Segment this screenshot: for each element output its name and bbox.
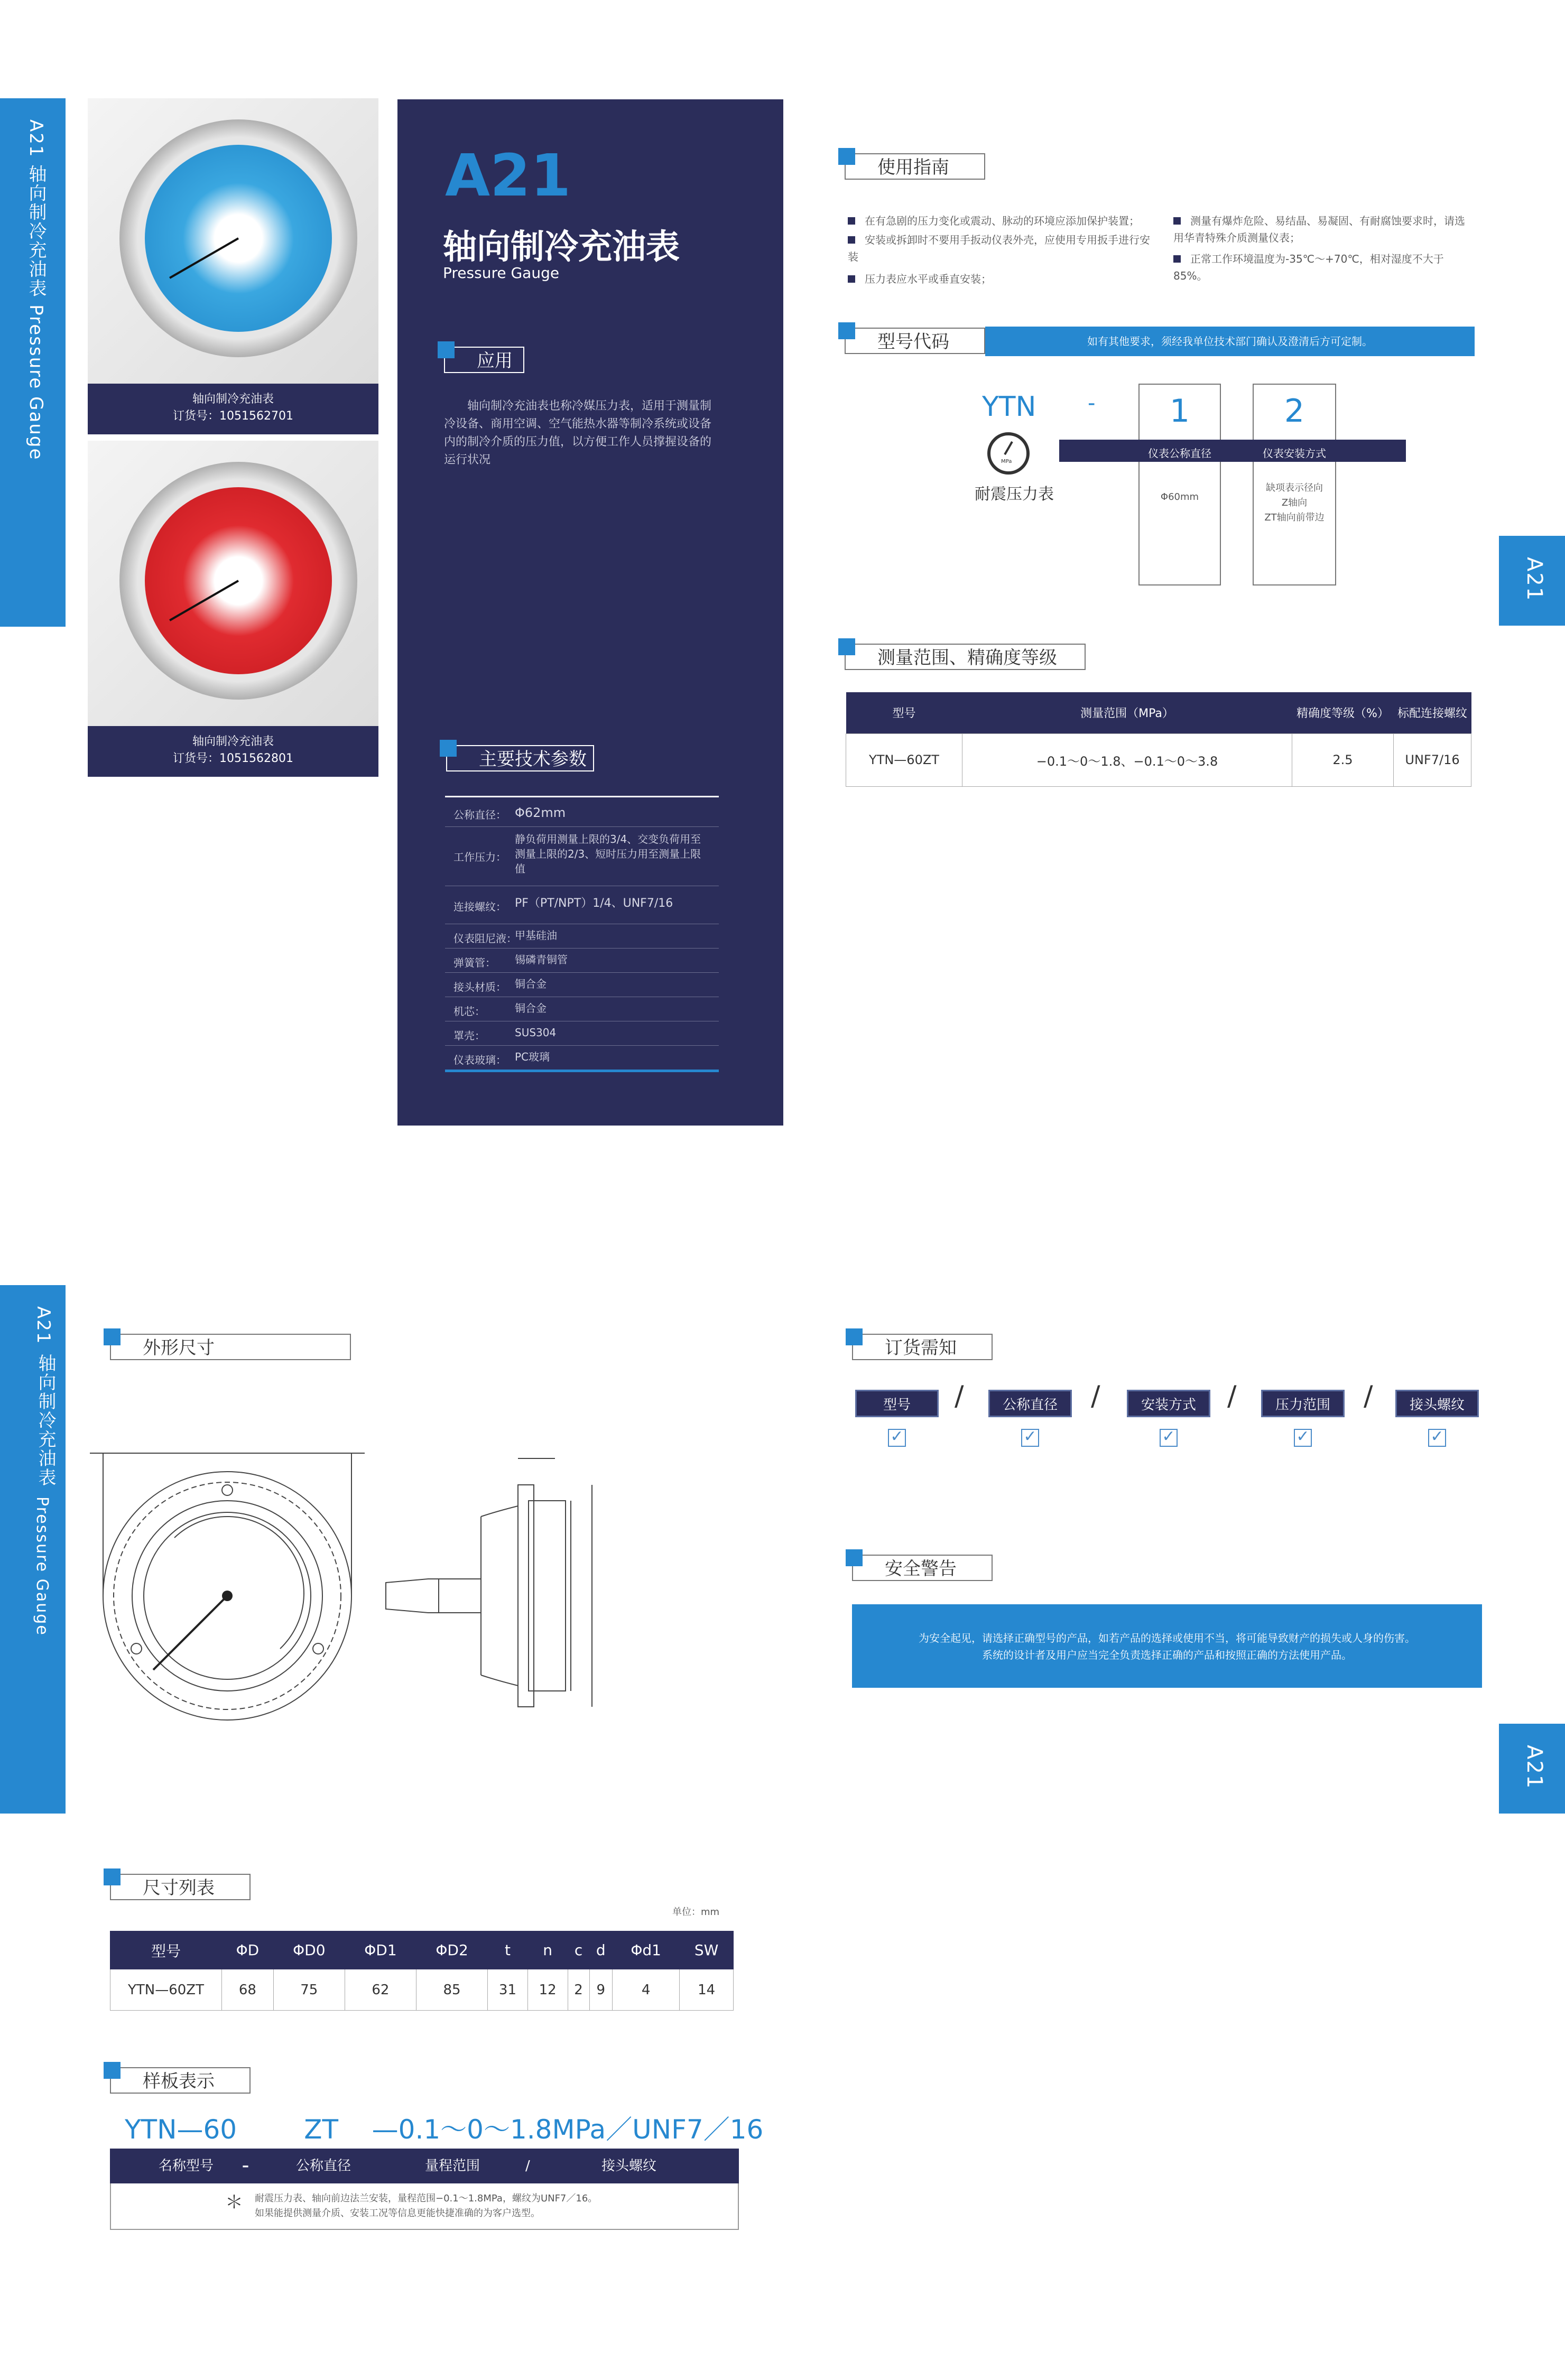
title-marker-icon bbox=[846, 1328, 863, 1345]
guide-item: 测量有爆炸危险、易结晶、易凝固、有耐腐蚀要求时，请选用华青特殊介质测量仪表； bbox=[1173, 215, 1465, 244]
sample-title-text: 样板表示 bbox=[143, 2071, 215, 2092]
table-row bbox=[846, 733, 1471, 786]
application-title bbox=[444, 347, 524, 373]
side-tab-top-left bbox=[0, 98, 66, 627]
model-label-bar bbox=[1059, 440, 1406, 462]
param-value: 静负荷用测量上限的3/4、交变负荷用至测量上限的2/3、短时压力用至测量上限值 bbox=[515, 833, 701, 875]
product-order-no: 订货号：1051562801 bbox=[173, 752, 293, 765]
dim-cell: 62 bbox=[345, 1969, 416, 2011]
guide-item: 在有急剧的压力变化或震动、脉动的环境应添加保护装置； bbox=[848, 212, 1154, 229]
param-row bbox=[445, 799, 719, 827]
range-title-text: 测量范围、精确度等级 bbox=[877, 647, 1057, 668]
guide-item: 正常工作环境温度为-35℃～+70℃，相对湿度不大于85%。 bbox=[1173, 253, 1444, 282]
order-item-thread: 接头螺纹 bbox=[1395, 1390, 1479, 1417]
param-key: 机芯： bbox=[453, 1005, 485, 1018]
model-val-box-2: 缺项表示径向 Z轴向 ZT轴向前带边 bbox=[1253, 462, 1336, 585]
side-tab-code: A21 bbox=[33, 1306, 54, 1345]
param-key: 罩壳： bbox=[453, 1029, 485, 1042]
sample-label: / bbox=[525, 2158, 530, 2174]
dim-cell: 9 bbox=[589, 1969, 613, 2011]
param-key: 公称直径： bbox=[453, 808, 506, 821]
range-header: 测量范围（MPa） bbox=[1080, 707, 1174, 721]
param-value: 甲基硅油 bbox=[515, 929, 557, 942]
product-caption-1 bbox=[88, 384, 378, 434]
outline-drawing bbox=[90, 1437, 618, 1733]
model-code-title bbox=[845, 328, 985, 354]
order-item-model: 型号 bbox=[855, 1390, 939, 1417]
param-key: 仪表阻尼液： bbox=[453, 932, 517, 945]
param-row bbox=[445, 998, 719, 1021]
product-caption-2 bbox=[88, 726, 378, 777]
dim-cell: 31 bbox=[488, 1969, 528, 2011]
model-label-2: 仪表安装方式 bbox=[1263, 447, 1326, 460]
title-marker-icon bbox=[838, 322, 855, 339]
application-title-text: 应用 bbox=[477, 350, 513, 371]
sample-label: 量程范围 bbox=[425, 2158, 480, 2174]
dimensions-table bbox=[110, 1931, 734, 2011]
model-val-box-1: Φ60mm bbox=[1138, 462, 1221, 585]
guide-item: 压力表应水平或垂直安装； bbox=[848, 271, 1154, 287]
range-title bbox=[845, 644, 1086, 670]
side-tab-right-top-text: A21 bbox=[1522, 557, 1547, 602]
range-header: 精确度等级（%） bbox=[1297, 707, 1389, 721]
product-name: 轴向制冷充油表 bbox=[192, 393, 274, 406]
application-text: 轴向制冷充油表也称冷媒压力表，适用于测量制冷设备、商用空调、空气能热水器等制冷系统或设备内的制冷介质的压力值，以方便工作人员撑握设备的运行状况 bbox=[444, 399, 712, 467]
order-separator: / bbox=[1364, 1380, 1373, 1412]
model-label-1: 仪表公称直径 bbox=[1148, 447, 1211, 460]
safety-title bbox=[852, 1555, 993, 1581]
dimensions-unit: 单位：mm bbox=[672, 1907, 720, 1918]
range-cell: YTN—60ZT bbox=[846, 733, 962, 786]
sample-note-box bbox=[110, 2183, 739, 2230]
bolt-hole-icon bbox=[222, 1485, 233, 1495]
param-key: 连接螺纹： bbox=[453, 900, 506, 913]
param-value: Φ62mm bbox=[515, 805, 566, 820]
param-row bbox=[445, 925, 719, 949]
dim-cell: 2 bbox=[568, 1969, 589, 2011]
dim-header: ΦD bbox=[222, 1931, 274, 1969]
product-photo-red bbox=[88, 441, 378, 726]
model-box-1: 1 bbox=[1138, 384, 1221, 442]
sample-note-1: 耐震压力表、轴向前边法兰安装，量程范围−0.1～1.8MPa，螺纹为UNF7／16。 bbox=[255, 2193, 598, 2204]
range-cell: 2.5 bbox=[1292, 733, 1394, 786]
param-row bbox=[445, 1022, 719, 1046]
safety-title-text: 安全警告 bbox=[885, 1558, 957, 1579]
side-tab-mid-left bbox=[0, 1285, 66, 1814]
bullet-icon bbox=[1173, 217, 1181, 225]
model-code-note-bar bbox=[985, 327, 1475, 356]
order-separator: / bbox=[1091, 1380, 1100, 1412]
order-item-range: 压力范围 bbox=[1261, 1390, 1345, 1417]
dim-header: c bbox=[568, 1931, 589, 1969]
order-item-diameter: 公称直径 bbox=[988, 1390, 1072, 1417]
sample-note-2: 如果能提供测量介质、安装工况等信息更能快捷准确的为客户选型。 bbox=[255, 2208, 540, 2219]
params-title bbox=[446, 745, 594, 771]
product-name: 轴向制冷充油表 bbox=[192, 735, 274, 748]
param-value: 锡磷青铜管 bbox=[515, 953, 568, 966]
range-table bbox=[846, 692, 1471, 787]
order-title bbox=[852, 1334, 993, 1360]
dimensions-title-text: 尺寸列表 bbox=[143, 1877, 215, 1899]
dim-header: n bbox=[527, 1931, 568, 1969]
guide-item: 安装或拆卸时不要用手扳动仪表外壳，应使用专用扳手进行安装 bbox=[848, 234, 1150, 263]
checkbox-icon: ✓ bbox=[1160, 1429, 1178, 1447]
dim-header: ΦD0 bbox=[273, 1931, 345, 1969]
dim-cell: 85 bbox=[416, 1969, 488, 2011]
order-separator: / bbox=[955, 1380, 964, 1412]
param-row bbox=[445, 1046, 719, 1072]
table-row bbox=[110, 1969, 734, 2011]
outline-title-text: 外形尺寸 bbox=[143, 1337, 215, 1359]
param-key: 仪表玻璃： bbox=[453, 1054, 506, 1066]
needle-icon bbox=[153, 1596, 227, 1670]
side-tab-right-bottom-text: A21 bbox=[1522, 1745, 1547, 1790]
model-code-title-text: 型号代码 bbox=[877, 331, 949, 352]
dim-cell: 14 bbox=[680, 1969, 734, 2011]
dim-cell: 4 bbox=[613, 1969, 680, 2011]
checkbox-icon: ✓ bbox=[1294, 1429, 1312, 1447]
side-tab-right-top bbox=[1499, 536, 1565, 626]
sample-line: YTN—60 ZT —0.1～0～1.8MPa／UNF7／16 bbox=[125, 2114, 764, 2145]
order-separator: / bbox=[1227, 1380, 1237, 1412]
dim-cell: YTN—60ZT bbox=[110, 1969, 222, 2011]
safety-box bbox=[852, 1604, 1482, 1688]
title-marker-icon bbox=[440, 740, 457, 757]
sample-label: 公称直径 bbox=[296, 2158, 351, 2174]
title-marker-icon bbox=[838, 638, 855, 655]
side-tab-right-bottom bbox=[1499, 1724, 1565, 1814]
model-icon-caption: 耐震压力表 bbox=[975, 485, 1054, 504]
range-cell: UNF7/16 bbox=[1394, 733, 1471, 786]
order-title-text: 订货需知 bbox=[885, 1337, 957, 1359]
sample-label: 名称型号 bbox=[159, 2158, 214, 2174]
asterisk-icon: ＊ bbox=[225, 2192, 243, 2213]
param-value: 铜合金 bbox=[515, 978, 547, 990]
params-title-text: 主要技术参数 bbox=[479, 749, 587, 770]
outline-title bbox=[110, 1334, 351, 1360]
bullet-icon bbox=[848, 275, 855, 283]
dim-cell: 12 bbox=[527, 1969, 568, 2011]
param-row bbox=[445, 973, 719, 997]
model-dash: - bbox=[1088, 391, 1096, 415]
dim-header: ΦD1 bbox=[345, 1931, 416, 1969]
dim-cell: 68 bbox=[222, 1969, 274, 2011]
dim-header: ΦD2 bbox=[416, 1931, 488, 1969]
bolt-hole-icon bbox=[131, 1643, 142, 1654]
hero-subtitle: Pressure Gauge bbox=[443, 264, 560, 282]
product-photo-blue bbox=[88, 98, 378, 384]
guide-title bbox=[845, 153, 985, 180]
param-value: SUS304 bbox=[515, 1026, 557, 1039]
checkbox-icon: ✓ bbox=[888, 1429, 906, 1447]
param-value: 铜合金 bbox=[515, 1002, 547, 1015]
dim-header: Φd1 bbox=[613, 1931, 680, 1969]
param-key: 弹簧管： bbox=[453, 956, 496, 969]
title-marker-icon bbox=[104, 1868, 121, 1885]
safety-text-1: 为安全起见，请选择正确型号的产品，如若产品的选择或使用不当，将可能导致财产的损失或人身的伤害。 bbox=[919, 1632, 1415, 1644]
range-cell: −0.1～0～1.8、−0.1～0～3.8 bbox=[962, 733, 1292, 786]
model-ytn: YTN bbox=[982, 391, 1036, 423]
dim-header: SW bbox=[680, 1931, 734, 1969]
bullet-icon bbox=[1173, 255, 1181, 263]
dim-header: 型号 bbox=[110, 1931, 222, 1969]
title-marker-icon bbox=[104, 1328, 121, 1345]
dimensions-title bbox=[110, 1874, 251, 1900]
title-marker-icon bbox=[846, 1549, 863, 1566]
sample-label: 接头螺纹 bbox=[601, 2158, 657, 2174]
param-row bbox=[445, 828, 719, 886]
safety-text-2: 系统的设计者及用户应当完全负责选择正确的产品和按照正确的方法使用产品。 bbox=[982, 1649, 1352, 1661]
param-key: 工作压力： bbox=[453, 851, 506, 863]
pressure-gauge-icon: MPa bbox=[987, 432, 1030, 475]
param-row bbox=[445, 949, 719, 973]
bolt-hole-icon bbox=[313, 1643, 323, 1654]
sample-label: – bbox=[242, 2158, 249, 2174]
title-marker-icon bbox=[104, 2062, 121, 2079]
param-row bbox=[445, 887, 719, 924]
bullet-icon bbox=[848, 236, 855, 244]
side-tab-text: A21 轴向制冷充油表 Pressure Gauge bbox=[25, 119, 47, 461]
param-key: 接头材质： bbox=[453, 981, 506, 993]
range-header: 型号 bbox=[892, 707, 916, 721]
model-box-2: 2 bbox=[1253, 384, 1336, 442]
sample-title bbox=[110, 2067, 251, 2094]
checkbox-icon: ✓ bbox=[1021, 1429, 1039, 1447]
sample-label-bar bbox=[110, 2149, 739, 2183]
dim-header: d bbox=[589, 1931, 613, 1969]
hero-code: A21 bbox=[445, 142, 571, 209]
params-top-rule bbox=[445, 796, 719, 797]
checkbox-icon: ✓ bbox=[1428, 1429, 1446, 1447]
order-item-mount: 安装方式 bbox=[1127, 1390, 1210, 1417]
range-header: 标配连接螺纹 bbox=[1397, 707, 1467, 721]
product-order-no: 订货号：1051562701 bbox=[173, 410, 293, 423]
dim-cell: 75 bbox=[273, 1969, 345, 2011]
bullet-icon bbox=[848, 217, 855, 225]
model-code-note: 如有其他要求，须经我单位技术部门确认及澄清后方可定制。 bbox=[1087, 335, 1373, 348]
title-marker-icon bbox=[438, 341, 455, 358]
title-marker-icon bbox=[838, 148, 855, 165]
guide-title-text: 使用指南 bbox=[877, 157, 949, 178]
hero-title: 轴向制冷充油表 bbox=[443, 228, 680, 267]
dim-header: t bbox=[488, 1931, 528, 1969]
side-tab-title: 轴向制冷充油表 bbox=[35, 1354, 56, 1487]
side-tab-en: Pressure Gauge bbox=[33, 1496, 51, 1636]
param-value: PC玻璃 bbox=[515, 1050, 550, 1063]
param-value: PF（PT/NPT）1/4、UNF7/16 bbox=[515, 897, 673, 910]
